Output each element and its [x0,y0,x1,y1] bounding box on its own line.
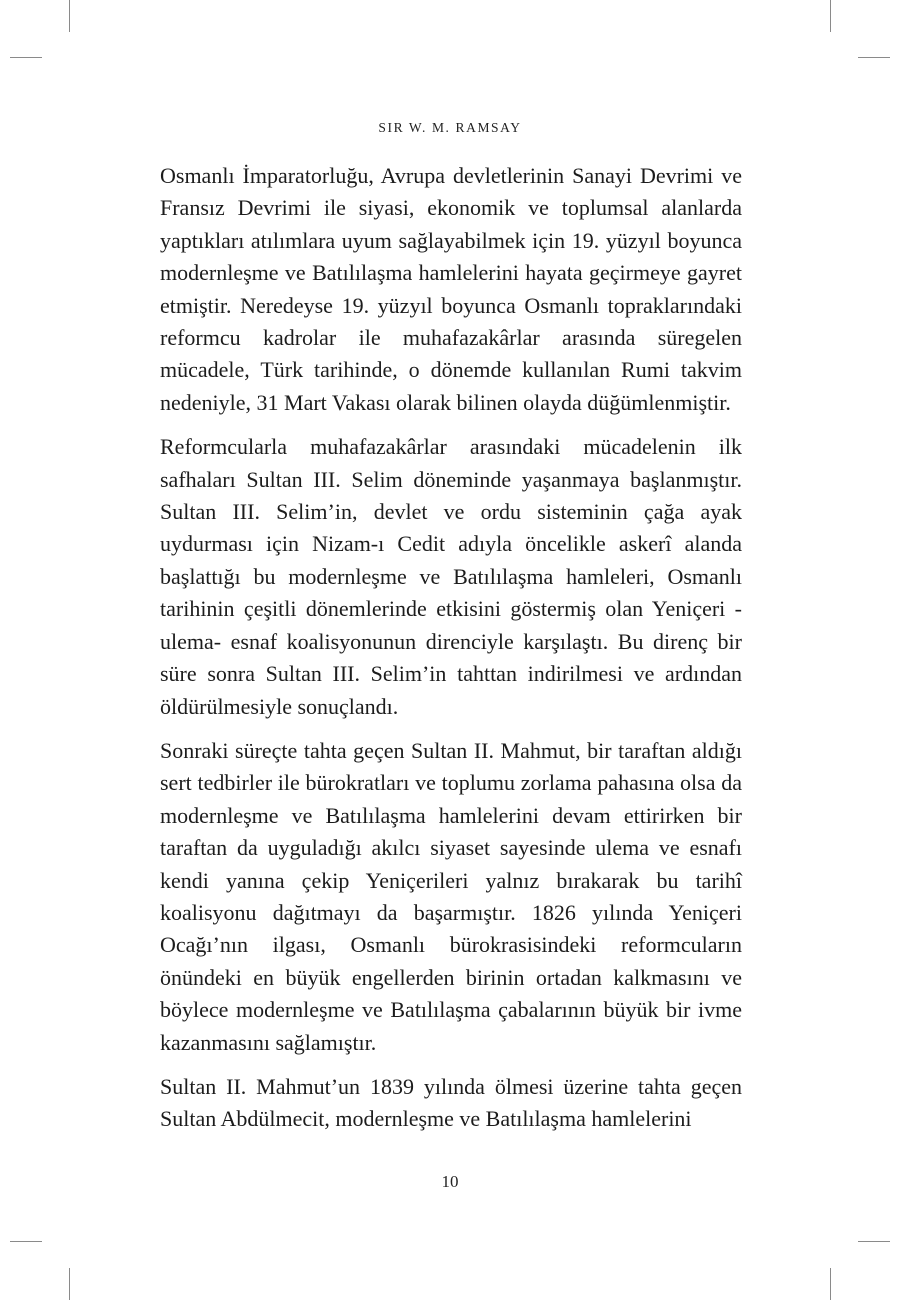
crop-mark [69,1268,70,1300]
running-head: SIR W. M. RAMSAY [378,120,522,135]
paragraph: Sultan II. Mahmut’un 1839 yılında ölmesi üzerine tahta geçen Sultan Abdülmecit, modernleşme ve Batılılaşma hamlelerini [160,1073,742,1132]
paragraph: Osmanlı İmparatorluğu, Avrupa devletlerinin Sanayi Devrimi ve Fransız Devrimi ile siyasi, ekonomik ve toplumsal alanlarda yaptıkları atılımlara uyum sağlayabilmek için 19. yüzyıl boyunca modernleşme ve Batılılaşma hamlelerini hayata geçirmeye gayret etmiştir. Neredeyse 19. yüzyıl boyunca Osmanlı topraklarındaki reformcu kadrolar ile muhafazakârlar arasında süregelen mücadele, Türk tarihinde, o dönemde kullanılan Rumi takvim nedeniyle, 31 Mart Vakası olarak bilinen olayda düğümlenmiştir. [160,163,742,415]
paragraph: Reformcularla muhafazakârlar arasındaki mücadelenin ilk safhaları Sultan III. Selim döneminde yaşanmaya başlanmıştır. Sultan III. Selim’in, devlet ve ordu sisteminin çağa ayak uydurması için Nizam-ı Cedit adıyla öncelikle askerî alanda başlattığı bu modernleşme ve Batılılaşma hamleleri, Osmanlı tarihinin çeşitli dönemlerinde etkisini göstermiş olan Yeniçeri -ulema- esnaf koalisyonunun direnciyle karşılaştı. Bu direnç bir süre sonra Sultan III. Selim’in tahttan indirilmesi ve ardından öldürülmesiyle sonuçlandı. [160,434,742,719]
crop-mark [858,57,890,58]
page-number: 10 [441,1172,459,1191]
paragraph: Sonraki süreçte tahta geçen Sultan II. Mahmut, bir taraftan aldığı sert tedbirler ile bürokratları ve toplumu zorlama pahasına olsa da modernleşme ve Batılılaşma hamlelerini devam ettirirken bir taraftan da uyguladığı akılcı siyaset sayesinde ulema ve esnafı kendi yanına çekip Yeniçerileri yalnız bırakarak bu tarihî koalisyonu dağıtmayı da başarmıştır. 1826 yılında Yeniçeri Ocağı’nın ilgası, Osmanlı bürokrasisindeki reformcuların önündeki en büyük engellerden birinin ortadan kalkmasını ve böylece modernleşme ve Batılılaşma çabalarının büyük bir ivme kazanmasını sağlamıştır. [160,737,742,1055]
crop-mark [830,0,831,32]
body-text [160,160,742,1136]
crop-mark [10,57,42,58]
crop-mark [10,1241,42,1242]
crop-mark [69,0,70,32]
crop-mark [830,1268,831,1300]
crop-mark [858,1241,890,1242]
